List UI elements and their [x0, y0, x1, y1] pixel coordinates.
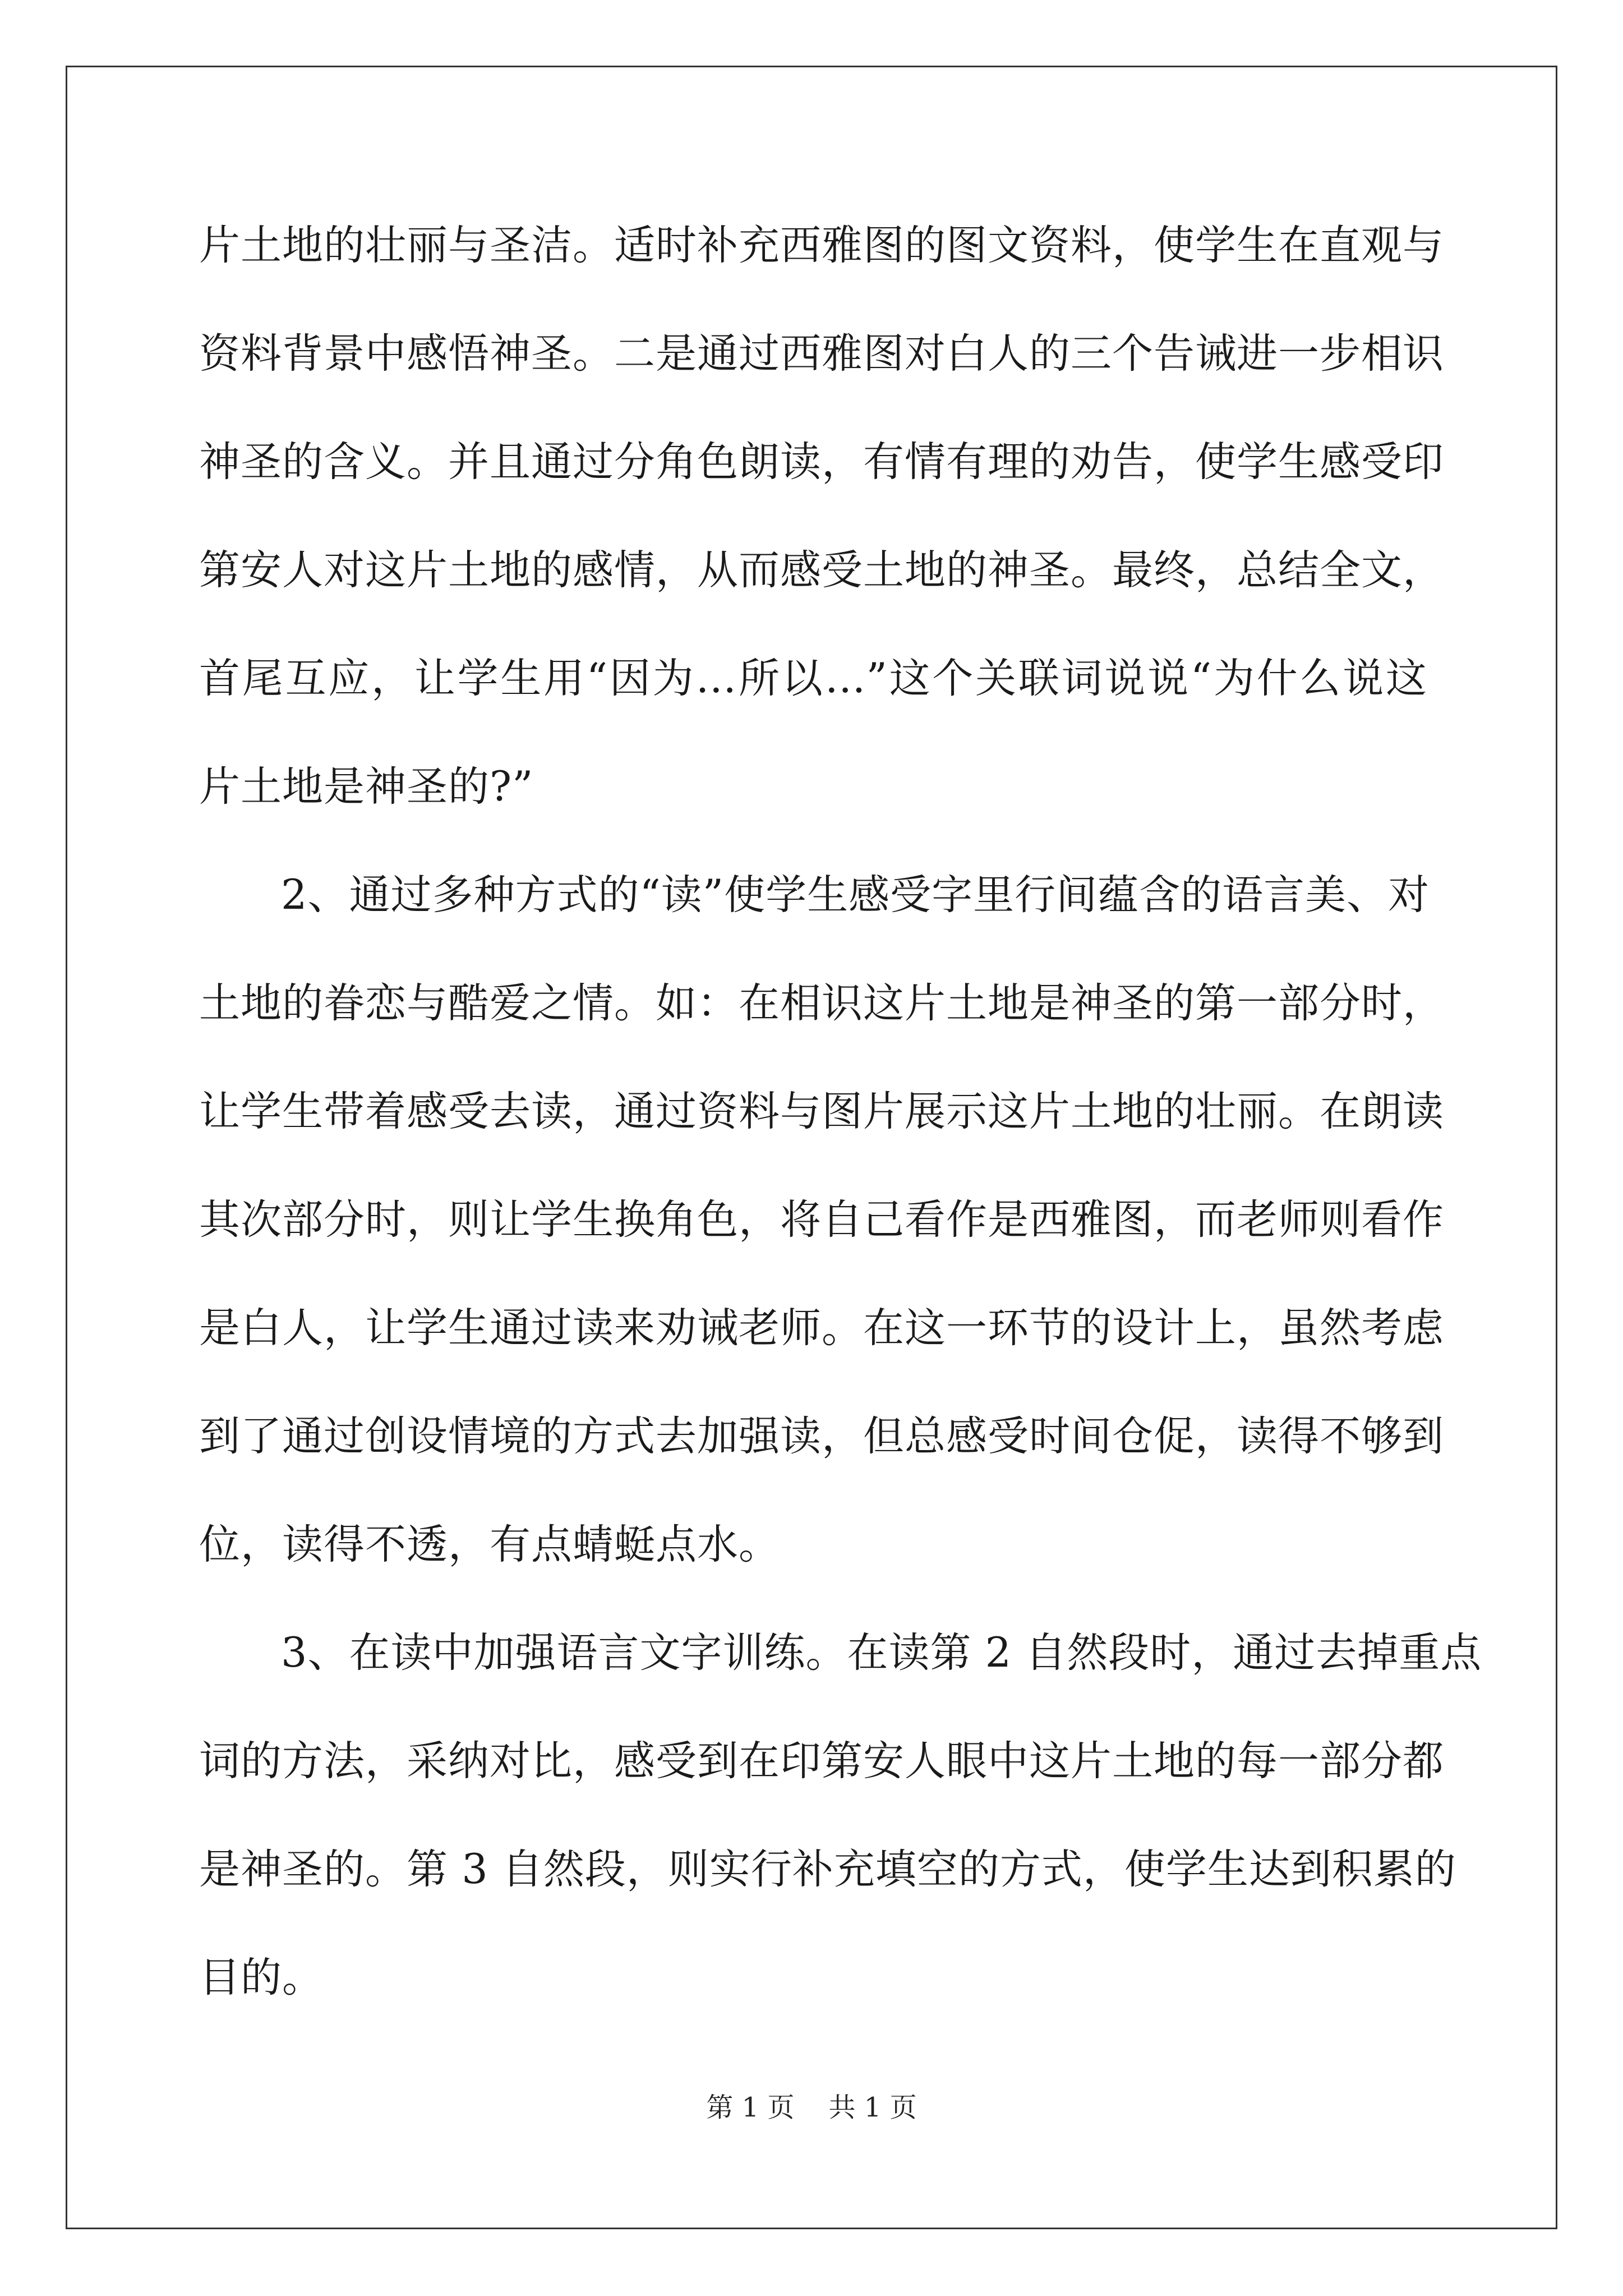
- text-line: 资料背景中感悟神圣。二是通过西雅图对白人的三个告诫进一步相识: [199, 330, 1444, 378]
- text-line: 是神圣的。第 3 自然段，则实行补充填空的方式，使学生达到积累的: [199, 1846, 1456, 1893]
- text-line: 第安人对这片土地的感情，从而感受土地的神圣。最终，总结全文，: [199, 546, 1444, 594]
- text-line: 神圣的含义。并且通过分角色朗读，有情有理的劝告，使学生感受印: [199, 438, 1444, 486]
- text-line: 首尾互应，让学生用“因为…所以…”这个关联词说说“为什么说这: [199, 655, 1427, 702]
- text-line: 片土地的壮丽与圣洁。适时补充西雅图的图文资料，使学生在直观与: [199, 222, 1444, 269]
- paragraph-1: [199, 212, 1444, 862]
- paragraph-2: [199, 862, 1444, 1619]
- text-line: 让学生带着感受去读，通过资料与图片展示这片土地的壮丽。在朗读: [199, 1088, 1444, 1135]
- text-line: 是白人，让学生通过读来劝诫老师。在这一环节的设计上，虽然考虑: [199, 1304, 1444, 1352]
- text-line: 到了通过创设情境的方式去加强读，但总感受时间仓促，读得不够到: [199, 1412, 1444, 1460]
- paragraph-3: [199, 1619, 1482, 2053]
- text-line: 土地的眷恋与酷爱之情。如：在相识这片土地是神圣的第一部分时，: [199, 979, 1444, 1027]
- page-footer: [0, 2091, 1623, 2124]
- text-line: 位，读得不透，有点蜻蜓点水。: [199, 1521, 780, 1568]
- document-body: [199, 212, 1482, 2053]
- text-line: 其次部分时，则让学生换角色，将自己看作是西雅图，而老师则看作: [199, 1196, 1444, 1244]
- text-line: 2、通过多种方式的“读”使学生感受字里行间蕴含的语言美、对: [281, 871, 1430, 919]
- page-total: 共 1 页: [828, 2092, 917, 2123]
- text-line: 目的。: [199, 1954, 324, 2001]
- page-number: 第 1 页: [706, 2092, 795, 2123]
- text-line: 片土地是神圣的?”: [199, 763, 534, 811]
- text-line: 词的方法，采纳对比，感受到在印第安人眼中这片土地的每一部分都: [199, 1737, 1444, 1785]
- text-line: 3、在读中加强语言文字训练。在读第 2 自然段时，通过去掉重点: [281, 1629, 1482, 1677]
